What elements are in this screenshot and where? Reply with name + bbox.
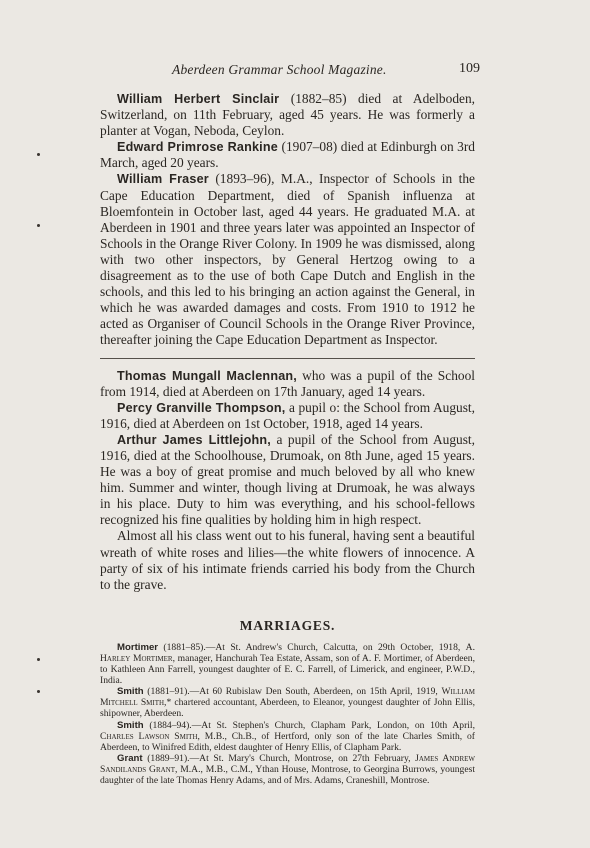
obituary-text: (1893–96), M.A., Inspector of Schools in the Cape Education Department, died of Spanish influenza at Bloemfontein in October last, aged 44 years. He graduated M.A. at Aberdeen in 1901 and three years later was appointed an Inspector of Schools in the Orange River Colony. In 1909 he was dismissed, along with two other inspectors, by General Hertzog owing to a disagreement as to the use of both Cape Dutch and English in the schools, and this led to his bringing an action against the General, in which he was awarded damages and costs. From 1910 to 1912 he acted as Organiser of Council Schools in the Orange River Province, thereafter joining the Cape Education Department as Inspector. [100,171,475,348]
section-divider [100,358,475,359]
margin-mark [37,224,40,227]
marriage-entry: Grant (1889–91).—At St. Mary's Church, Montrose, on 27th February, James Andrew Sandilands Grant, M.A., M.B., C.M., Ythan House, Montrose, to Georgina Burrows, youngest daughter of the late Thomas Henry Adams, and of Mrs. Adams, Craneshill, Montrose. [100,752,475,787]
marriage-surname: Grant [117,752,143,764]
obituary-paragraph [100,139,475,171]
obituary-text: (1907–08) died at Edinburgh on 3rd March, aged 20 years. [100,139,475,171]
running-title: Aberdeen Grammar School Magazine. [172,62,387,77]
obituary-text: (1882–85) died at Adelboden, Switzerland, on 11th February, aged 45 years. He was formerly a planter at Vogan, Neboda, Ceylon. [100,91,476,139]
page-content [100,91,475,786]
marriages-list [100,642,475,786]
obituary-name: Arthur James Littlejohn, [117,432,271,447]
obituary-text: who was a pupil of the School from 1914, died at Aberdeen on 17th January, aged 14 years. [100,367,476,399]
obituary-name: William Fraser [117,172,209,187]
obituary-name: Edward Primrose Rankine [117,140,278,155]
page-number: 109 [459,61,480,76]
obituary-paragraph [100,368,475,400]
obituary-name: Thomas Mungall Maclennan, [117,368,298,383]
obituary-name: William Herbert Sinclair [117,92,280,106]
obituary-paragraph [100,432,475,529]
obituary-text: a pupil o: the School from August, 1916, died at Aberdeen on 1st October, 1918, aged 14 years. [100,399,475,431]
funeral-paragraph: Almost all his class went out to his funeral, having sent a beautiful wreath of white roses and lilies—the white flowers of innocence. A party of six of his intimate friends carried his body from the Church to the grave. [100,528,475,592]
margin-mark [37,658,40,661]
marriage-entry: Mortimer (1881–85).—At St. Andrew's Church, Calcutta, on 29th October, 1918, A. Harley Mortimer, manager, Hanchurah Tea Estate, Assam, son of A. F. Mortimer, of Aberdeen, to Kathleen Ann Farrell, youngest daughter of E. C. Farrell, of Limerick, and engineer, P.W.D., India. [100,641,475,687]
marriage-entry: Smith (1881–91).—At 60 Rubislaw Den South, Aberdeen, on 15th April, 1919, William Mitchell Smith,* chartered accountant, Aberdeen, to Eleanor, youngest daughter of John Ellis, shipowner, Aberdeen. [100,686,475,720]
groom-name: William Mitchell Smith [100,686,475,709]
obituary-paragraph [100,91,475,139]
obituary-paragraph [100,400,475,432]
obituary-text: a pupil of the School from August, 1916, died at the Schoolhouse, Drumoak, on 8th June, aged 15 years. He was a boy of great promise and much beloved by all who knew him. Summer and winter, though living at Drumoak, he was always in his place. Duty to him was everything, and his school-fellows recognized his fine qualities by holding him in high respect. [100,431,475,528]
groom-name: Charles Lawson Smith [100,730,198,742]
page-header [100,62,480,82]
marriages-heading: MARRIAGES. [239,617,336,633]
obituary-paragraph [100,171,475,348]
marriage-entry: Smith (1884–94).—At St. Stephen's Church, Clapham Park, London, on 10th April, Charles Lawson Smith, M.B., Ch.B., of Hertford, only son of the late Charles Smith, of Aberdeen, to Winifred Edith, eldest daughter of Henry Ellis, of Clapham Park. [100,719,475,753]
marriage-surname: Smith [117,719,144,731]
marriage-surname: Mortimer [117,641,159,653]
margin-mark [37,690,40,693]
marriage-surname: Smith [117,686,144,698]
groom-name: James Andrew Sandilands Grant [100,752,475,775]
obituary-name: Percy Granville Thompson, [117,400,286,415]
groom-name: A. Harley Mortimer [100,641,475,664]
margin-mark [37,153,40,156]
